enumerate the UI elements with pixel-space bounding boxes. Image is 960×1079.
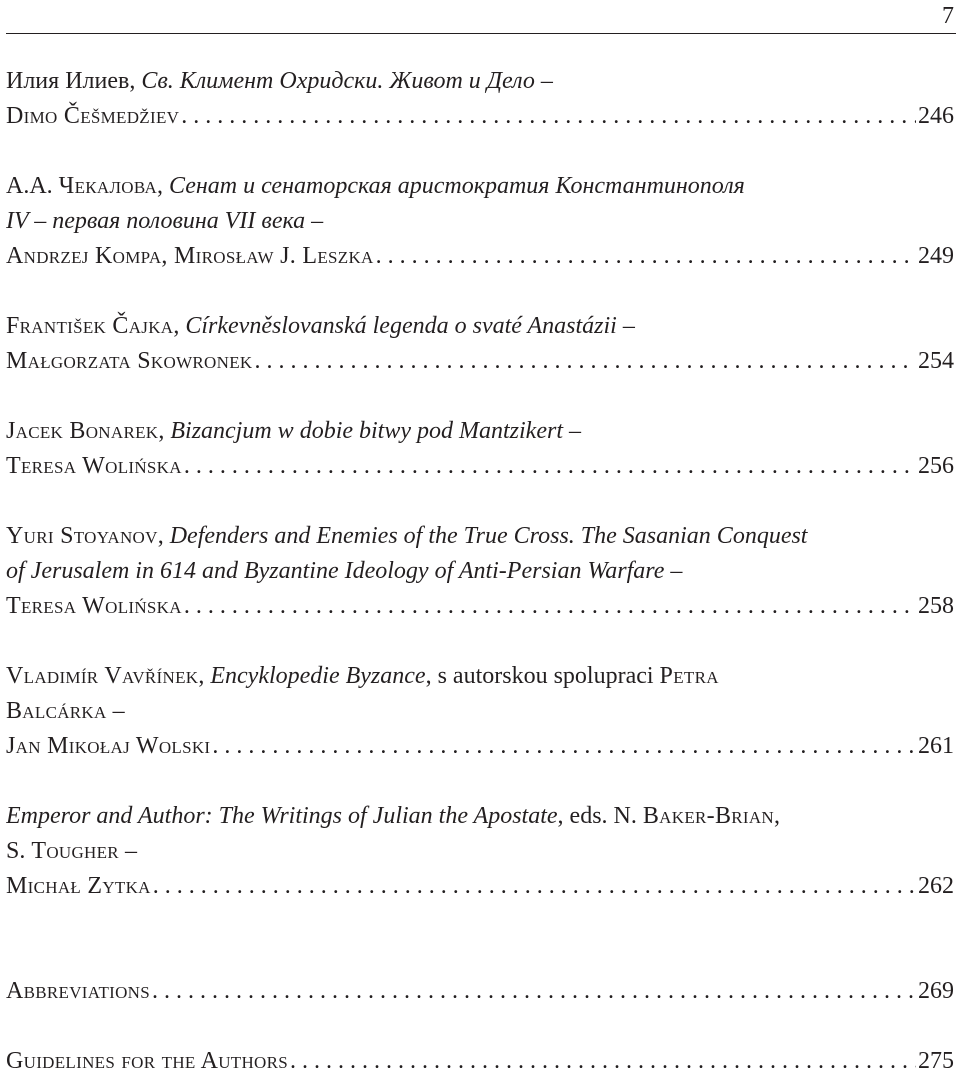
author-name: Balcárka — [6, 698, 107, 724]
entry-title-line — [6, 834, 954, 869]
entry-title-line — [6, 169, 954, 204]
reviewer-name: Teresa Wolińska — [6, 453, 182, 479]
author-name: Tougher — [31, 838, 119, 864]
text-segment: , — [173, 313, 186, 339]
reviewer-page-number: 262 — [918, 873, 954, 899]
text-segment: – — [534, 68, 553, 94]
text-segment: , — [774, 803, 781, 829]
section-leader-line — [6, 1044, 954, 1079]
text-segment: – — [106, 698, 125, 724]
text-segment: , — [157, 523, 170, 549]
author-name: Baker-Brian — [642, 803, 775, 829]
author-name: František Čajka — [6, 313, 174, 339]
text-segment: – — [118, 838, 137, 864]
reviewer-page-number: 258 — [918, 593, 954, 619]
reviewer-leader-line — [6, 449, 954, 484]
section-page-number: 269 — [918, 978, 954, 1004]
dot-leader — [152, 974, 916, 1009]
header-rule — [6, 33, 956, 34]
dot-leader — [212, 729, 916, 764]
work-title: Církevněslovanská legenda o svaté Anastázii — [185, 313, 617, 339]
text-segment: , — [198, 663, 211, 689]
table-of-contents — [6, 64, 954, 1079]
section-leader-line — [6, 974, 954, 1009]
reviewer-page-number: 256 — [918, 453, 954, 479]
section-name: Abbreviations — [6, 978, 151, 1004]
dot-leader — [184, 449, 916, 484]
dot-leader — [376, 239, 916, 274]
author-name: Чекалова — [58, 173, 158, 199]
text-segment: , s autorskou spolupraci — [425, 663, 660, 689]
dot-leader — [254, 344, 916, 379]
reviewer-leader-line — [6, 344, 954, 379]
work-title: Сенат и сенаторская аристократия Константинополя — [169, 173, 745, 199]
entry-title-line — [6, 64, 954, 99]
reviewer-page-number: 249 — [918, 243, 954, 269]
work-title: of Jerusalem in 614 and Byzantine Ideology of Anti-Persian Warfare — [6, 558, 665, 584]
work-title: Defenders and Enemies of the True Cross. The Sasanian Conquest — [169, 523, 808, 549]
dot-leader — [290, 1044, 916, 1079]
reviewer-name: Dimo Češmedžiev — [6, 103, 180, 129]
reviewer-page-number: 246 — [918, 103, 954, 129]
work-title: IV – первая половина VII века — [6, 208, 306, 234]
entry-title-line — [6, 414, 954, 449]
back-matter-entry — [6, 974, 954, 1009]
reviewer-name: Jan Mikołaj Wolski — [6, 733, 211, 759]
reviewer-name: Andrzej Kompa, Mirosław J. Leszka — [6, 243, 374, 269]
reviewer-leader-line — [6, 99, 954, 134]
toc-entry — [6, 169, 954, 274]
entry-title-line — [6, 309, 954, 344]
text-segment: – — [562, 418, 581, 444]
toc-entry — [6, 659, 954, 764]
text-segment: , — [158, 418, 171, 444]
toc-entry — [6, 309, 954, 379]
author-name: Vladimír Vavřínek — [6, 663, 199, 689]
dot-leader — [184, 589, 916, 624]
text-segment: , eds. N. — [557, 803, 643, 829]
entry-title-line — [6, 519, 954, 554]
author-name: Yuri Stoyanov — [6, 523, 158, 549]
text-segment: , — [157, 173, 170, 199]
toc-entry — [6, 799, 954, 904]
reviewer-leader-line — [6, 589, 954, 624]
entry-title-line — [6, 694, 954, 729]
toc-entry — [6, 64, 954, 134]
text-segment: – — [664, 558, 683, 584]
reviewer-page-number: 254 — [918, 348, 954, 374]
entry-title-line — [6, 659, 954, 694]
section-name: Guidelines for the Authors — [6, 1048, 289, 1074]
work-title: Bizancjum w dobie bitwy pod Mantzikert — [170, 418, 563, 444]
reviewer-name: Małgorzata Skowronek — [6, 348, 253, 374]
author-name: Jacek Bonarek — [6, 418, 159, 444]
work-title: Encyklopedie Byzance — [210, 663, 426, 689]
text-segment: S. — [6, 838, 32, 864]
entry-title-line — [6, 554, 954, 589]
back-matter-entry — [6, 1044, 954, 1079]
reviewer-leader-line — [6, 239, 954, 274]
dot-leader — [181, 99, 916, 134]
work-title: Св. Климент Охридски. Живот и Дело — [141, 68, 535, 94]
reviewer-name: Michał Zytka — [6, 873, 151, 899]
reviewer-leader-line — [6, 869, 954, 904]
page-number: 7 — [942, 3, 954, 29]
reviewer-name: Teresa Wolińska — [6, 593, 182, 619]
toc-entry — [6, 519, 954, 624]
text-segment: Илия Илиев, — [6, 68, 142, 94]
text-segment: А.А. — [6, 173, 59, 199]
reviewer-page-number: 261 — [918, 733, 954, 759]
text-segment: – — [616, 313, 635, 339]
dot-leader — [153, 869, 916, 904]
work-title: Emperor and Author: The Writings of Julian the Apostate — [6, 803, 558, 829]
author-name: Petra — [659, 663, 719, 689]
toc-entry — [6, 414, 954, 484]
entry-title-line — [6, 799, 954, 834]
reviewer-leader-line — [6, 729, 954, 764]
section-page-number: 275 — [918, 1048, 954, 1074]
text-segment: – — [305, 208, 324, 234]
entry-title-line — [6, 204, 954, 239]
